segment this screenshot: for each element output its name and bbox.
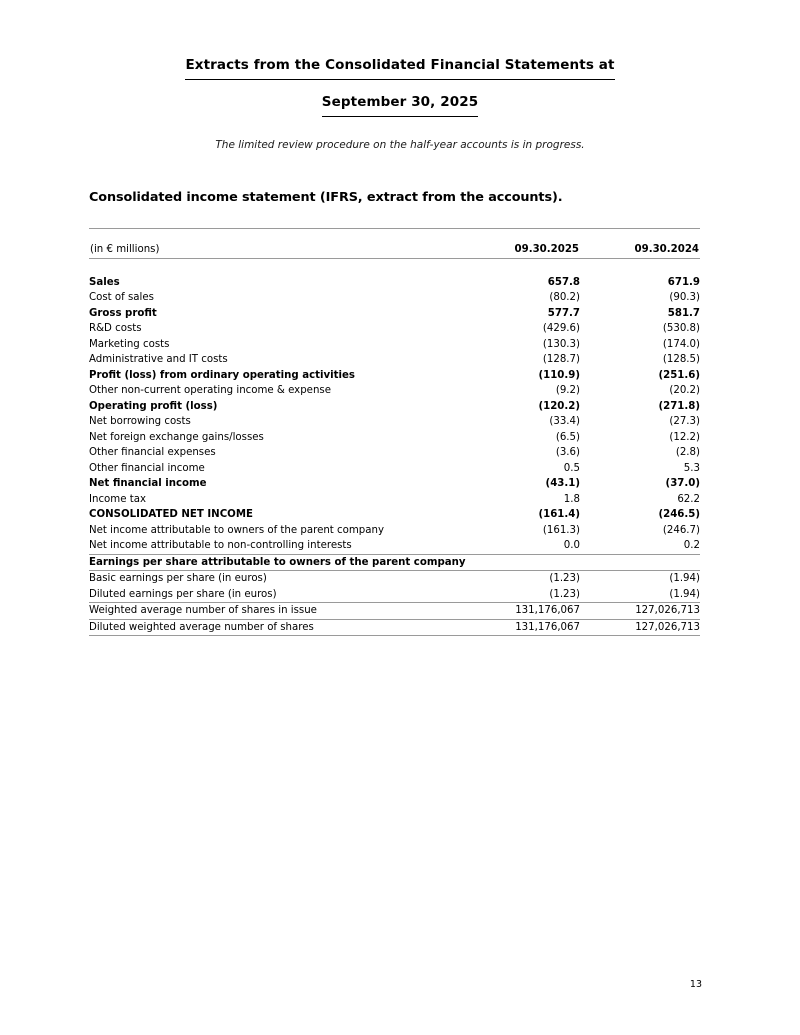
row-value-period-2: (12.2) [669,431,700,443]
table-row [89,414,700,430]
row-label: Other financial expenses [89,447,216,458]
row-value-period-2: (251.6) [658,369,700,381]
row-label: Other financial income [89,462,205,474]
table-header [89,229,700,259]
row-value-period-2 [580,554,700,571]
row-value-period-2: 62.2 [677,493,700,505]
row-value-period-2: 671.9 [667,276,700,288]
row-value-period-1: (1.23) [460,587,580,603]
table-row [89,306,700,322]
row-value-period-2: 0.2 [580,538,700,554]
row-value-period-2: (174.0) [662,338,700,350]
table-row [89,352,700,368]
table-body [89,259,700,636]
table-row [89,445,700,461]
row-label: Net income attributable to owners of the parent company [89,524,384,536]
row-value-period-1: (130.3) [542,338,580,350]
row-label: Earnings per share attributable to owners of the parent company [89,554,460,571]
row-value-period-2: (2.8) [675,447,700,458]
row-value-period-1: (161.4) [538,509,580,520]
spacer-cell [89,259,460,275]
row-value-period-2: (246.7) [662,524,700,536]
row-label: Income tax [89,493,146,505]
row-label: CONSOLIDATED NET INCOME [89,509,253,520]
row-label: Sales [89,276,120,288]
table-spacer-row [89,259,700,275]
page-title-line-2: September 30, 2025 [322,89,478,117]
row-value-period-1: (43.1) [545,478,580,489]
table-row [89,571,700,587]
row-value-period-2: (37.0) [665,478,700,489]
spacer-cell [460,259,580,275]
row-value-period-2: (530.8) [662,323,700,334]
row-value-period-1: 0.5 [563,462,580,474]
row-value-period-2: (1.94) [580,587,700,603]
row-value-period-2: (128.5) [662,354,700,365]
table-row [89,603,700,620]
table-row [89,383,700,399]
row-label: Basic earnings per share (in euros) [89,573,267,584]
table-row [89,523,700,539]
table-row [89,507,700,523]
row-value-period-2: (246.5) [658,509,700,520]
row-value-period-1: (33.4) [549,416,580,427]
table-row [89,619,700,636]
row-label: Diluted earnings per share (in euros) [89,587,460,603]
table-row [89,461,700,477]
row-value-period-2: 127,026,713 [580,603,700,620]
row-label: Other non-current operating income & expense [89,385,331,396]
row-value-period-1: (6.5) [555,431,580,443]
row-label: Net income attributable to non-controlling interests [89,538,460,554]
table-row [89,368,700,384]
column-header-period-2: 09.30.2024 [580,229,700,259]
row-value-period-1: 131,176,067 [460,619,580,636]
column-header-unit: (in € millions) [89,229,460,259]
row-value-period-1: (120.2) [538,400,580,412]
row-value-period-1: (9.2) [555,385,580,396]
income-statement-table [89,228,700,636]
row-label: Net borrowing costs [89,416,191,427]
row-value-period-2: (271.8) [658,400,700,412]
row-label: Cost of sales [89,292,154,303]
page-number: 13 [689,979,702,990]
table-row [89,290,700,306]
section-heading: Consolidated income statement (IFRS, extract from the accounts). [89,190,563,205]
spacer-cell [580,259,700,275]
row-value-period-1: (1.23) [549,573,580,584]
row-label: Diluted weighted average number of shares [89,619,460,636]
row-value-period-1: (3.6) [555,447,580,458]
column-header-period-1: 09.30.2025 [460,229,580,259]
row-value-period-2: (20.2) [669,385,700,396]
row-label: R&D costs [89,323,142,334]
row-value-period-2: 5.3 [683,462,700,474]
row-label: Administrative and IT costs [89,354,228,365]
table-header-row [89,229,700,259]
table-row [89,492,700,508]
row-value-period-1: (429.6) [542,323,580,334]
row-value-period-2: (1.94) [669,573,700,584]
table-row [89,587,700,603]
row-value-period-1 [460,554,580,571]
row-value-period-1: (110.9) [538,369,580,381]
row-value-period-1: 131,176,067 [460,603,580,620]
table-row [89,321,700,337]
row-label: Weighted average number of shares in issue [89,603,460,620]
row-value-period-1: (128.7) [542,354,580,365]
table-row [89,430,700,446]
row-value-period-1: 1.8 [563,493,580,505]
page-title [0,52,800,117]
page-title-line-1: Extracts from the Consolidated Financial Statements at [185,52,614,80]
row-value-period-2: (27.3) [669,416,700,427]
table-row [89,538,700,554]
row-value-period-1: (161.3) [542,524,580,536]
row-label: Net financial income [89,478,207,489]
row-value-period-2: 581.7 [667,307,700,319]
row-label: Operating profit (loss) [89,400,218,412]
row-value-period-1: (80.2) [549,292,580,303]
row-label: Net foreign exchange gains/losses [89,431,264,443]
table-row [89,399,700,415]
row-value-period-1: 0.0 [460,538,580,554]
table-row [89,275,700,291]
table-row [89,476,700,492]
row-label: Profit (loss) from ordinary operating activities [89,369,355,381]
row-value-period-1: 577.7 [547,307,580,319]
review-status-note: The limited review procedure on the half-year accounts is in progress. [215,139,585,151]
row-value-period-1: 657.8 [547,276,580,288]
income-statement-table-wrapper [89,228,700,636]
row-value-period-2: (90.3) [669,292,700,303]
row-label: Gross profit [89,307,157,319]
table-row [89,554,700,571]
row-label: Marketing costs [89,338,170,350]
table-row [89,337,700,353]
row-value-period-2: 127,026,713 [580,619,700,636]
